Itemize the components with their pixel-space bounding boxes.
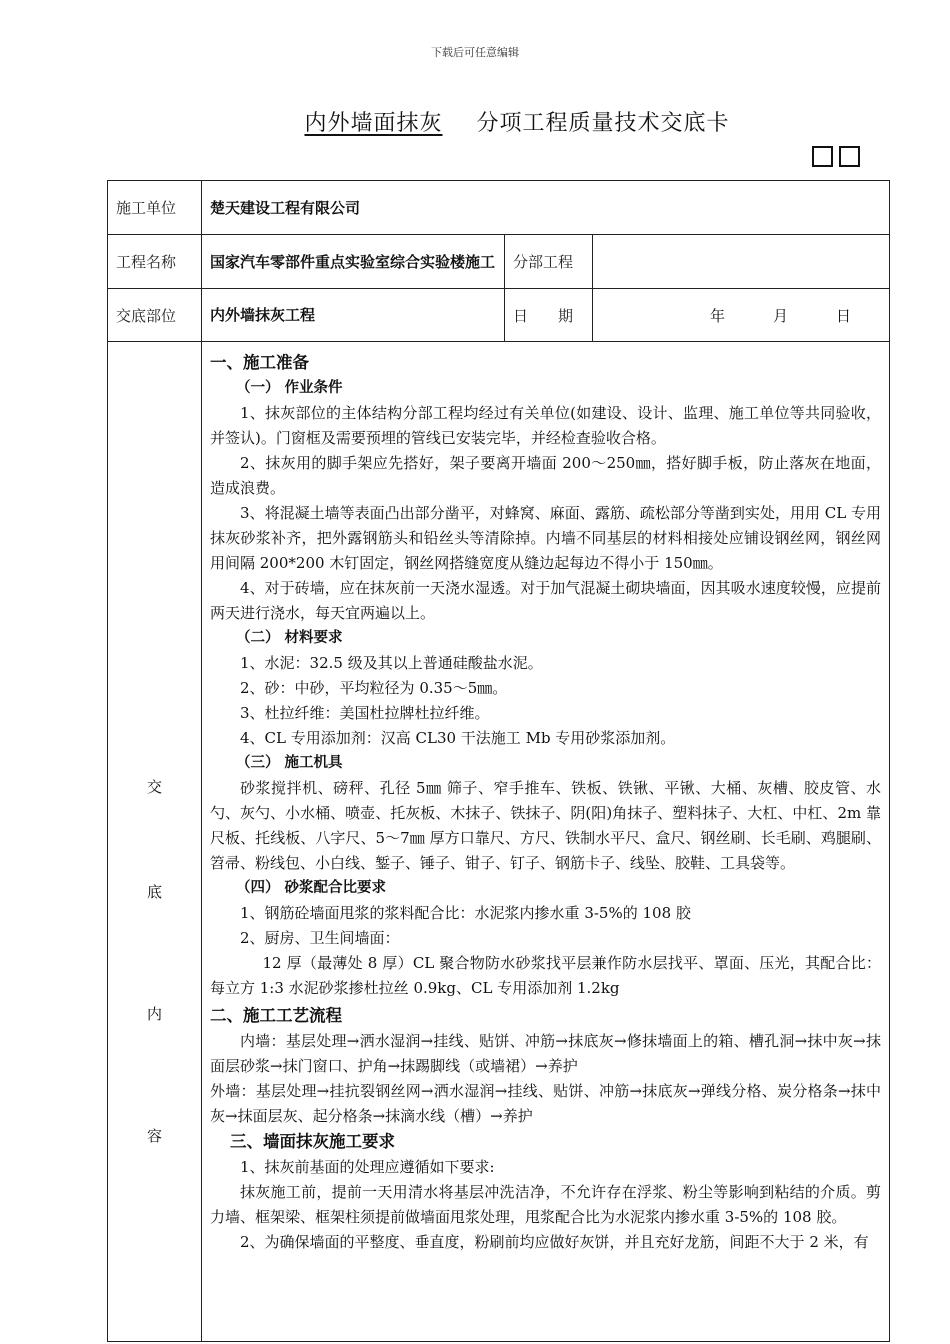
date-value — [593, 289, 890, 342]
title-project-type: 内外墙面抹灰 — [304, 111, 443, 136]
row-unit — [108, 181, 890, 235]
paragraph: 2、砂：中砂，平均粒径为 0.35～5㎜。 — [240, 679, 508, 697]
title-rest: 分项工程质量技术交底卡 — [476, 111, 730, 136]
watermark-text: 下载后可任意编辑 — [431, 46, 519, 59]
page-title — [0, 106, 950, 137]
checkbox-pair — [812, 146, 866, 171]
unit-value: 楚天建设工程有限公司 — [202, 181, 890, 235]
row-content — [108, 342, 890, 1342]
date-month: 月 — [772, 306, 788, 325]
paragraph: 3、杜拉纤维：美国杜拉牌杜拉纤维。 — [240, 704, 490, 722]
part-label: 交底部位 — [108, 289, 202, 342]
paragraph: 1、水泥：32.5 级及其以上普通硅酸盐水泥。 — [240, 654, 543, 672]
paragraph: 2、厨房、卫生间墙面： — [240, 929, 400, 947]
section-heading: 一、施工准备 — [210, 353, 309, 372]
side-label-column: 交 底 内 容 — [108, 342, 202, 1342]
part-value: 内外墙抹灰工程 — [202, 289, 505, 342]
date-label: 日 期 — [505, 289, 593, 342]
subproject-value — [593, 235, 890, 289]
paragraph: 4、CL 专用添加剂：汉高 CL30 干法施工 Mb 专用砂浆添加剂。 — [240, 729, 676, 747]
paragraph: 12 厚（最薄处 8 厚）CL 聚合物防水砂浆找平层兼作防水层找平、罩面、压光，其配合比：每立方 1:3 水泥砂浆掺杜拉丝 0.9kg、CL 专用添加剂 1.2kg — [210, 954, 881, 997]
unit-label: 施工单位 — [108, 181, 202, 235]
subsection-heading: （三） 施工机具 — [236, 755, 343, 771]
checkbox-square — [812, 146, 833, 167]
project-label: 工程名称 — [108, 235, 202, 289]
subproject-label: 分部工程 — [505, 235, 593, 289]
row-part — [108, 289, 890, 342]
title-blank — [270, 106, 476, 137]
subsection-heading: （一） 作业条件 — [236, 380, 343, 396]
subsection-heading: （四） 砂浆配合比要求 — [236, 880, 387, 896]
disclosure-card-table — [107, 180, 890, 1342]
project-value: 国家汽车零部件重点实验室综合实验楼施工 — [202, 235, 505, 289]
subsection-heading: （二） 材料要求 — [236, 630, 343, 646]
paragraph: 砂浆搅拌机、磅秤、孔径 5㎜ 筛子、窄手推车、铁板、铁锹、平锹、大桶、灰槽、胶皮管、水勺、灰勺、小水桶、喷壶、托灰板、木抹子、铁抹子、阴(阳)角抹子、塑料抹子、大杠、中杠、2m 靠尺板、托线板、八字尺、5～7㎜ 厚方口靠尺、方尺、铁制水平尺、盒尺、钢丝刷、长毛刷、鸡腿刷、笤帚、粉线包、小白线、錾子、锤子、钳子、钉子、钢筋卡子、线坠、胶鞋、工具袋等。 — [210, 779, 881, 872]
checkbox-square — [839, 146, 860, 167]
content-body — [202, 342, 890, 1342]
paragraph: 4、对于砖墙，应在抹灰前一天浇水湿透。对于加气混凝土砌块墙面，因其吸水速度较慢，应提前两天进行浇水，每天宜两遍以上。 — [210, 579, 881, 622]
date-year: 年 — [709, 306, 725, 325]
paragraph: 1、钢筋砼墙面甩浆的浆料配合比：水泥浆内掺水重 3-5%的 108 胶 — [240, 904, 691, 922]
paragraph: 2、为确保墙面的平整度、垂直度，粉刷前均应做好灰饼，并且充好龙筋，间距不大于 2 米，有 — [240, 1233, 869, 1251]
row-project — [108, 235, 890, 289]
paragraph: 1、抹灰部位的主体结构分部工程均经过有关单位(如建设、设计、监理、施工单位等共同验收，并签认)。门窗框及需要预埋的管线已安装完毕，并经检查验收合格。 — [210, 404, 881, 447]
section-heading: 二、施工工艺流程 — [210, 1006, 342, 1025]
paragraph: 2、抹灰用的脚手架应先搭好，架子要离开墙面 200～250㎜，搭好脚手板，防止落灰在地面，造成浪费。 — [210, 454, 881, 497]
paragraph: 抹灰施工前，提前一天用清水将基层冲洗洁净，不允许存在浮浆、粉尘等影响到粘结的介质。剪力墙、框架梁、框架柱须提前做墙面甩浆处理，甩浆配合比为水泥浆内掺水重 3-5%的 108 胶。 — [210, 1183, 881, 1226]
paragraph: 外墙：基层处理→挂抗裂钢丝网→洒水湿润→挂线、贴饼、冲筋→抹底灰→弹线分格、炭分格条→抹中灰→抹面层灰、起分格条→抹滴水线（槽）→养护 — [210, 1082, 881, 1125]
paragraph: 3、将混凝土墙等表面凸出部分凿平，对蜂窝、麻面、露筋、疏松部分等凿到实处，用用 CL 专用抹灰砂浆补齐，把外露钢筋头和铅丝头等清除掉。内墙不同基层的材料相接处应铺设钢丝网，钢丝网用间隔 200*200 木钉固定，钢丝网搭缝宽度从缝边起每边不得小于 150㎜。 — [210, 504, 881, 572]
date-day: 日 — [835, 306, 851, 325]
paragraph: 内墙：基层处理→洒水湿润→挂线、贴饼、冲筋→抹底灰→修抹墙面上的箱、槽孔洞→抹中灰→抹面层砂浆→抹门窗口、护角→抹踢脚线（或墙裙）→养护 — [210, 1032, 881, 1075]
section-heading: 三、墙面抹灰施工要求 — [230, 1132, 395, 1151]
paragraph: 1、抹灰前基面的处理应遵循如下要求: — [240, 1158, 495, 1176]
